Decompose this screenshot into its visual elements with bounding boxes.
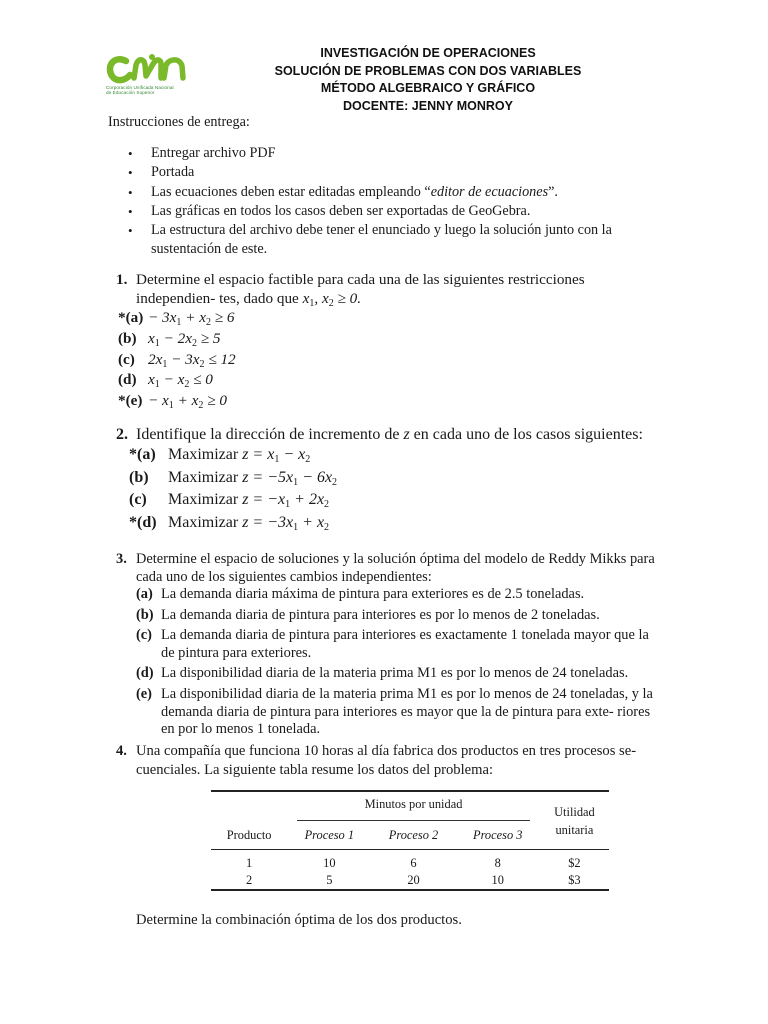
exercise-statement <box>116 550 661 586</box>
cun-logo-caption <box>106 85 186 95</box>
instruction-text: Portada <box>151 164 195 181</box>
bullet-icon: • <box>128 184 133 200</box>
exercise-number: 4. <box>116 743 127 759</box>
bullet-icon: • <box>128 146 133 161</box>
exercise-3 <box>116 550 661 742</box>
table-header-cell: Proceso 2 <box>388 828 439 842</box>
statement-math: z <box>403 426 410 443</box>
constraint-expression: − $x_1 + x_2 \ge 0$ <box>148 392 227 412</box>
list-item <box>116 308 661 329</box>
item-label: (a) <box>136 586 153 602</box>
instructions-list <box>108 144 678 260</box>
list-item <box>116 586 661 604</box>
list-item <box>108 163 678 182</box>
list-item <box>116 467 661 490</box>
list-item <box>116 370 661 391</box>
instruction-emphasis: editor de ecuaciones <box>430 183 549 200</box>
item-label: (e) <box>136 685 152 702</box>
course-title: INVESTIGACIÓN DE OPERACIONES <box>320 46 536 60</box>
item-text: La demanda diaria de pintura para interiores es exactamente 1 tonelada mayor que la de pintura para exteriores. <box>161 627 649 661</box>
statement-text: Determine el espacio factible para cada una de las siguientes restricciones independien- tes, dado que <box>136 271 585 307</box>
cun-logo-mark-icon <box>106 52 186 86</box>
table-header-cell: Proceso 3 <box>473 828 523 842</box>
list-item <box>116 329 661 350</box>
list-item <box>116 489 661 512</box>
table-header-cell: Proceso 1 <box>304 828 355 842</box>
instruction-text: Entregar archivo PDF <box>151 145 276 161</box>
table-cell: $3 <box>568 873 581 887</box>
document-header <box>200 45 656 115</box>
instruction-text: Las gráficas en todos los casos deben ser exportadas de GeoGebra. <box>151 202 531 219</box>
constraint-expression: − $3x_1 + x_2 \ge 6$ <box>148 309 235 328</box>
item-label: (c) <box>136 627 152 644</box>
list-item <box>108 221 678 260</box>
item-label: *(a) <box>129 446 156 463</box>
exercise-1 <box>116 270 661 412</box>
process-data-table <box>211 790 609 891</box>
list-item <box>116 444 661 467</box>
objective-expression: $z = -x_1 + 2x_2$ <box>242 491 330 511</box>
constraint-expression: $x_1 - x_2 \le 0$ <box>148 371 213 391</box>
exercise-2 <box>116 425 661 534</box>
item-text: La demanda diaria de pintura para interiores es por lo menos de 2 toneladas. <box>161 606 600 623</box>
item-text: La disponibilidad diaria de la materia prima M1 es por lo menos de 24 toneladas. <box>161 665 629 682</box>
header-text: Utilidad <box>554 804 595 819</box>
table-header-row <box>211 791 609 822</box>
exercise-number: 1. <box>116 271 128 288</box>
list-item <box>116 512 661 535</box>
item-label: (d) <box>136 665 154 682</box>
exercise-number: 3. <box>116 551 127 567</box>
instruction-text: Las ecuaciones deben estar editadas empleando “ <box>151 183 431 200</box>
objective-expression: $z = x_1 - x_2$ <box>242 446 311 465</box>
header-text: unitaria <box>555 822 594 837</box>
document-subtitle: SOLUCIÓN DE PROBLEMAS CON DOS VARIABLES <box>274 63 582 78</box>
bullet-icon: • <box>128 165 133 181</box>
cun-logo <box>106 52 186 102</box>
table-cell: 20 <box>407 873 420 887</box>
item-label: *(a) <box>118 309 144 326</box>
table-cell: 2 <box>246 873 253 887</box>
objective-prefix: Maximizar <box>168 446 239 463</box>
item-label: (b) <box>136 606 154 623</box>
exercise-statement <box>116 270 661 308</box>
table-group-header <box>287 791 540 822</box>
table-cell: 10 <box>491 873 504 887</box>
statement-text: Determine el espacio de soluciones y la solución óptima del modelo de Reddy Mikks para cada uno de los siguientes cambios independientes: <box>136 551 655 585</box>
constraint-expression: $x_1 - 2x_2 \ge 5$ <box>148 329 221 349</box>
table-cell: 1 <box>246 856 253 870</box>
statement-math: $x_1$, $x_2 \ge 0$. <box>302 290 362 309</box>
table-header-cell <box>211 791 287 822</box>
table-row <box>211 872 609 890</box>
list-item <box>116 350 661 371</box>
bullet-icon: • <box>128 223 133 239</box>
table-row <box>211 850 609 873</box>
table-header-cell: Producto <box>226 828 272 842</box>
exercise-statement <box>116 742 661 779</box>
table-cell: 6 <box>410 856 417 870</box>
instruction-text: ”. <box>548 183 558 200</box>
data-table-wrapper <box>211 790 609 891</box>
list-item <box>116 665 661 683</box>
logo-caption-line: de Educación Superior <box>106 90 155 95</box>
table-cell: 8 <box>494 856 501 870</box>
statement-text: Identifique la dirección de incremento de <box>136 426 400 443</box>
list-item <box>108 183 678 202</box>
item-label: (d) <box>118 371 137 389</box>
item-label: *(e) <box>118 392 143 410</box>
teacher-name: DOCENTE: JENNY MONROY <box>343 98 513 113</box>
exercise-statement <box>116 425 661 444</box>
item-label: (b) <box>118 329 137 347</box>
objective-expression: $z = -5x_1 - 6x_2$ <box>242 468 338 488</box>
constraint-expression: $2x_1 - 3x_2 \le 12$ <box>148 350 236 370</box>
list-item <box>116 391 661 412</box>
closing-statement: Determine la combinación óptima de los dos productos. <box>136 912 462 928</box>
logo-caption-line: Corporación Unificada Nacional <box>106 85 174 90</box>
method-title: MÉTODO ALGEBRAICO Y GRÁFICO <box>320 81 536 95</box>
list-item <box>116 627 661 662</box>
objective-prefix: Maximizar <box>168 513 239 531</box>
exercise-number: 2. <box>116 426 128 443</box>
group-header-text: Minutos por unidad <box>297 793 530 821</box>
table-cell: 5 <box>326 873 333 887</box>
list-item <box>116 686 661 739</box>
table-cell: $2 <box>568 856 581 870</box>
item-text: La disponibilidad diaria de la materia prima M1 es por lo menos de 24 toneladas, y la demanda diaria de pintura para interiores es mayor que la de pintura para exte- riores en por lo menos 1 tonelada. <box>161 685 653 738</box>
statement-text: en cada uno de los casos siguientes: <box>413 426 643 443</box>
instructions-title: Instrucciones de entrega: <box>108 114 250 130</box>
item-text: La demanda diaria máxima de pintura para exteriores es de 2.5 toneladas. <box>161 586 585 602</box>
item-label: (c) <box>129 491 147 509</box>
exercise-4 <box>116 742 661 779</box>
objective-prefix: Maximizar <box>168 491 239 509</box>
bullet-icon: • <box>128 203 133 219</box>
table-cell: 10 <box>323 856 336 870</box>
list-item <box>116 607 661 625</box>
objective-prefix: Maximizar <box>168 468 239 486</box>
item-label: (b) <box>129 468 149 486</box>
item-label: (c) <box>118 350 135 368</box>
list-item <box>108 202 678 221</box>
list-item <box>108 144 678 163</box>
statement-text: Una compañía que funciona 10 horas al día fabrica dos productos en tres procesos se- cuenciales. La siguiente tabla resume los datos del problema: <box>136 743 637 778</box>
instruction-text: La estructura del archivo debe tener el enunciado y luego la solución junto con la sustentación de este. <box>151 222 612 258</box>
item-label: *(d) <box>129 513 157 531</box>
table-header-cell <box>540 791 609 850</box>
objective-expression: $z = -3x_1 + x_2$ <box>242 513 330 533</box>
